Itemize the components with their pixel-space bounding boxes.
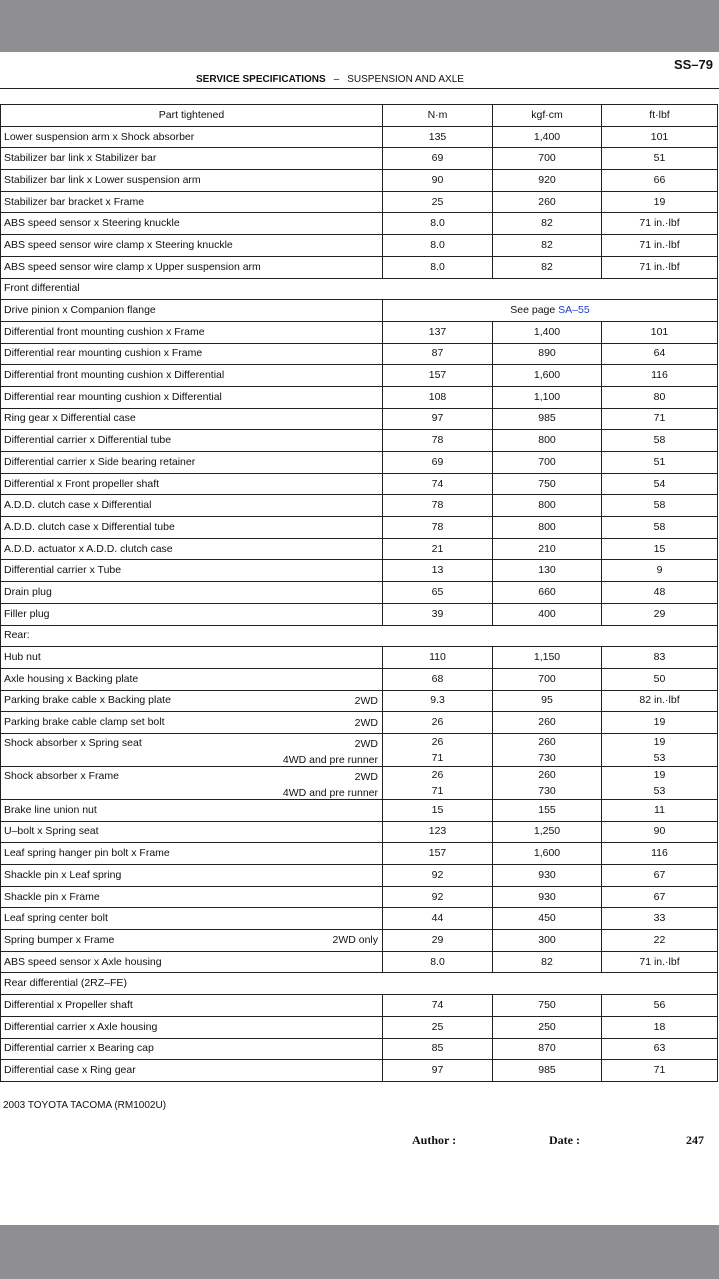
part-name: Differential carrier x Side bearing retainer [4, 455, 196, 468]
nm-value: 97 [383, 1060, 493, 1082]
nm-value-stack [386, 767, 489, 799]
ftlbf-value-1: 19 [653, 735, 666, 748]
ftlbf-value: 116 [602, 365, 718, 387]
ftlbf-value: 67 [602, 886, 718, 908]
section-heading-row [1, 973, 718, 995]
ftlbf-value: 101 [602, 126, 718, 148]
nm-value: 21 [383, 538, 493, 560]
part-cell [1, 603, 383, 625]
ftlbf-value: 90 [602, 821, 718, 843]
condition-label: 2WD [354, 716, 378, 729]
table-row [1, 473, 718, 495]
kgfcm-value: 260 [493, 712, 602, 734]
ftlbf-value: 83 [602, 647, 718, 669]
ftlbf-value: 48 [602, 582, 718, 604]
table-row [1, 603, 718, 625]
nm-value: 13 [383, 560, 493, 582]
part-cell [1, 821, 383, 843]
part-cell [1, 1038, 383, 1060]
table-row [1, 908, 718, 930]
part-cell [1, 170, 383, 192]
part-name: ABS speed sensor x Steering knuckle [4, 217, 180, 230]
ftlbf-value: 67 [602, 865, 718, 887]
table-row [1, 865, 718, 887]
see-page-cell [383, 300, 718, 322]
part-cell [1, 865, 383, 887]
kgfcm-value: 95 [493, 690, 602, 712]
kgfcm-value: 800 [493, 517, 602, 539]
ftlbf-value: 82 in.·lbf [602, 690, 718, 712]
nm-value-1: 26 [431, 735, 444, 748]
kgfcm-value: 1,150 [493, 647, 602, 669]
part-cell [1, 930, 383, 952]
nm-value [383, 733, 493, 766]
table-row [1, 647, 718, 669]
kgfcm-value-1: 260 [538, 735, 556, 748]
part-name: Leaf spring hanger pin bolt x Frame [4, 847, 170, 860]
part-cell [1, 300, 383, 322]
kgfcm-value: 260 [493, 191, 602, 213]
table-row [1, 995, 718, 1017]
ftlbf-value: 22 [602, 930, 718, 952]
table-row [1, 148, 718, 170]
part-name: Spring bumper x Frame [4, 933, 115, 946]
page-number: 247 [686, 1133, 704, 1147]
col-header-kgfcm: kgf·cm [493, 105, 602, 127]
kgfcm-value: 1,400 [493, 126, 602, 148]
condition-label-2: 4WD and pre runner [282, 786, 378, 799]
ftlbf-value: 101 [602, 321, 718, 343]
nm-value-2: 71 [431, 751, 444, 764]
ftlbf-value: 66 [602, 170, 718, 192]
table-row [1, 495, 718, 517]
header-rule [0, 88, 719, 89]
part-name: Lower suspension arm x Shock absorber [4, 130, 195, 143]
part-cell [1, 343, 383, 365]
nm-value: 26 [383, 712, 493, 734]
ftlbf-value: 29 [602, 603, 718, 625]
table-row [1, 191, 718, 213]
table-row [1, 951, 718, 973]
ftlbf-value: 9 [602, 560, 718, 582]
part-cell [1, 843, 383, 865]
part-cell [1, 495, 383, 517]
ftlbf-value: 58 [602, 517, 718, 539]
part-name: Drain plug [4, 585, 52, 598]
ftlbf-value-stack [605, 767, 714, 799]
kgfcm-value: 1,400 [493, 321, 602, 343]
part-cell [1, 690, 383, 712]
table-row [1, 452, 718, 474]
ftlbf-value: 50 [602, 668, 718, 690]
kgfcm-value: 985 [493, 1060, 602, 1082]
part-name: Differential carrier x Bearing cap [4, 1042, 154, 1055]
nm-value: 8.0 [383, 256, 493, 278]
section-heading-row [1, 278, 718, 300]
nm-value: 69 [383, 148, 493, 170]
col-header-nm: N·m [383, 105, 493, 127]
table-body [1, 126, 718, 1081]
part-name: Shock absorber x Spring seat [4, 736, 142, 749]
nm-value: 92 [383, 865, 493, 887]
nm-value: 78 [383, 430, 493, 452]
part-name: Differential rear mounting cushion x Differential [4, 390, 222, 403]
table-row [1, 821, 718, 843]
part-name: Differential carrier x Differential tube [4, 434, 172, 447]
ftlbf-value-2: 53 [653, 784, 666, 797]
kgfcm-value: 300 [493, 930, 602, 952]
part-cell [1, 365, 383, 387]
nm-value: 92 [383, 886, 493, 908]
part-cell [1, 191, 383, 213]
nm-value: 29 [383, 930, 493, 952]
part-name: Filler plug [4, 607, 50, 620]
nm-value: 8.0 [383, 951, 493, 973]
part-cell [1, 321, 383, 343]
part-name: Leaf spring center bolt [4, 912, 108, 925]
part-cell [1, 256, 383, 278]
condition-label-2: 4WD and pre runner [282, 753, 378, 766]
nm-value: 39 [383, 603, 493, 625]
kgfcm-value: 700 [493, 452, 602, 474]
kgfcm-value: 750 [493, 995, 602, 1017]
kgfcm-value: 1,600 [493, 365, 602, 387]
part-name: Differential x Front propeller shaft [4, 477, 160, 490]
kgfcm-value: 210 [493, 538, 602, 560]
nm-value: 157 [383, 843, 493, 865]
part-name: A.D.D. actuator x A.D.D. clutch case [4, 542, 173, 555]
part-cell [1, 213, 383, 235]
nm-value: 15 [383, 799, 493, 821]
section-heading-row [1, 625, 718, 647]
ftlbf-value: 63 [602, 1038, 718, 1060]
table-row [1, 766, 718, 799]
part-cell [1, 647, 383, 669]
torque-spec-table [0, 104, 718, 1082]
ftlbf-value: 51 [602, 452, 718, 474]
page-code: SS–79 [673, 57, 713, 72]
part-cell [1, 517, 383, 539]
nm-value: 78 [383, 495, 493, 517]
table-row [1, 213, 718, 235]
part-name: Hub nut [4, 651, 41, 664]
nm-value: 108 [383, 386, 493, 408]
ftlbf-value: 64 [602, 343, 718, 365]
section-subtitle: SUSPENSION AND AXLE [347, 74, 464, 85]
part-name: Shackle pin x Leaf spring [4, 868, 122, 881]
kgfcm-value: 82 [493, 951, 602, 973]
part-cell [1, 538, 383, 560]
nm-value: 65 [383, 582, 493, 604]
nm-value: 74 [383, 995, 493, 1017]
part-cell [1, 1016, 383, 1038]
part-name: Parking brake cable clamp set bolt [4, 716, 165, 729]
ftlbf-value: 33 [602, 908, 718, 930]
kgfcm-value: 985 [493, 408, 602, 430]
section-heading: Rear: [1, 625, 718, 647]
part-name: Brake line union nut [4, 803, 97, 816]
table-row [1, 668, 718, 690]
kgfcm-value: 82 [493, 235, 602, 257]
ftlbf-value: 71 [602, 1060, 718, 1082]
ftlbf-value-2: 53 [653, 751, 666, 764]
ftlbf-value: 56 [602, 995, 718, 1017]
part-cell [1, 148, 383, 170]
section-dash: – [333, 74, 340, 85]
col-header-part: Part tightened [1, 105, 383, 127]
kgfcm-value: 920 [493, 170, 602, 192]
part-name: Stabilizer bar bracket x Frame [4, 195, 145, 208]
see-page-text: See page [510, 304, 556, 317]
see-page-link[interactable]: SA–55 [558, 304, 590, 317]
vehicle-model: 2003 TOYOTA TACOMA (RM1002U) [3, 1100, 167, 1111]
nm-value: 97 [383, 408, 493, 430]
nm-value: 157 [383, 365, 493, 387]
ftlbf-value [602, 766, 718, 799]
nm-value: 87 [383, 343, 493, 365]
table-row [1, 886, 718, 908]
table-row [1, 430, 718, 452]
kgfcm-value: 890 [493, 343, 602, 365]
part-cell [1, 766, 383, 799]
nm-value-1: 26 [431, 768, 444, 781]
part-cell [1, 408, 383, 430]
kgfcm-value: 930 [493, 865, 602, 887]
part-name: Differential case x Ring gear [4, 1064, 136, 1077]
kgfcm-value: 700 [493, 148, 602, 170]
kgfcm-value: 1,250 [493, 821, 602, 843]
col-header-ftlbf: ft·lbf [602, 105, 718, 127]
part-name: Ring gear x Differential case [4, 412, 136, 425]
table-row [1, 321, 718, 343]
table-row [1, 690, 718, 712]
nm-value: 123 [383, 821, 493, 843]
condition [283, 769, 378, 801]
condition [283, 736, 378, 768]
table-header-row [1, 105, 718, 127]
nm-value: 8.0 [383, 235, 493, 257]
table-row [1, 1060, 718, 1082]
ftlbf-value: 71 [602, 408, 718, 430]
part-cell [1, 386, 383, 408]
table-row [1, 256, 718, 278]
table-row [1, 300, 718, 322]
kgfcm-value: 1,100 [493, 386, 602, 408]
table-row [1, 538, 718, 560]
kgfcm-value: 250 [493, 1016, 602, 1038]
kgfcm-value-stack [496, 767, 598, 799]
kgfcm-value-stack [496, 734, 598, 766]
table-row [1, 712, 718, 734]
ftlbf-value: 71 in.·lbf [602, 235, 718, 257]
ftlbf-value: 71 in.·lbf [602, 213, 718, 235]
nm-value-stack [386, 734, 489, 766]
part-name: Differential carrier x Tube [4, 564, 122, 577]
kgfcm-value [493, 733, 602, 766]
table-row [1, 517, 718, 539]
part-cell [1, 582, 383, 604]
kgfcm-value: 82 [493, 256, 602, 278]
section-heading: Front differential [1, 278, 718, 300]
nm-value: 110 [383, 647, 493, 669]
kgfcm-value: 400 [493, 603, 602, 625]
part-name: Differential front mounting cushion x Frame [4, 325, 205, 338]
date-label: Date : [549, 1133, 580, 1147]
kgfcm-value: 450 [493, 908, 602, 930]
ftlbf-value: 15 [602, 538, 718, 560]
section-heading: Rear differential (2RZ–FE) [1, 973, 718, 995]
part-cell [1, 995, 383, 1017]
part-cell [1, 733, 383, 766]
kgfcm-value: 155 [493, 799, 602, 821]
ftlbf-value: 80 [602, 386, 718, 408]
part-name: Differential x Propeller shaft [4, 998, 133, 1011]
nm-value: 25 [383, 1016, 493, 1038]
part-name: Axle housing x Backing plate [4, 672, 139, 685]
ftlbf-value-1: 19 [653, 768, 666, 781]
table-row [1, 235, 718, 257]
nm-value: 44 [383, 908, 493, 930]
table-row [1, 799, 718, 821]
nm-value: 135 [383, 126, 493, 148]
part-name: A.D.D. clutch case x Differential [4, 499, 152, 512]
condition [355, 715, 378, 731]
ftlbf-value: 71 in.·lbf [602, 951, 718, 973]
part-cell [1, 473, 383, 495]
condition-label: 2WD only [332, 934, 378, 947]
nm-value: 85 [383, 1038, 493, 1060]
part-cell [1, 430, 383, 452]
part-cell [1, 799, 383, 821]
section-title [196, 74, 464, 85]
table-row [1, 582, 718, 604]
nm-value: 137 [383, 321, 493, 343]
table-row [1, 843, 718, 865]
kgfcm-value: 930 [493, 886, 602, 908]
part-cell [1, 668, 383, 690]
condition-label: 2WD [354, 770, 378, 783]
ftlbf-value: 71 in.·lbf [602, 256, 718, 278]
ftlbf-value: 18 [602, 1016, 718, 1038]
table-row [1, 1038, 718, 1060]
table-row [1, 126, 718, 148]
ftlbf-value: 54 [602, 473, 718, 495]
part-cell [1, 951, 383, 973]
part-cell [1, 712, 383, 734]
part-name: U–bolt x Spring seat [4, 825, 99, 838]
table-row [1, 343, 718, 365]
part-cell [1, 886, 383, 908]
nm-value: 69 [383, 452, 493, 474]
kgfcm-value: 800 [493, 430, 602, 452]
table-row [1, 733, 718, 766]
section-main-title: SERVICE SPECIFICATIONS [196, 74, 326, 85]
nm-value: 25 [383, 191, 493, 213]
part-name: Shock absorber x Frame [4, 769, 119, 782]
nm-value-2: 71 [431, 784, 444, 797]
table-row [1, 930, 718, 952]
ftlbf-value: 58 [602, 430, 718, 452]
kgfcm-value [493, 766, 602, 799]
nm-value: 9.3 [383, 690, 493, 712]
kgfcm-value: 660 [493, 582, 602, 604]
table-row [1, 1016, 718, 1038]
kgfcm-value-2: 730 [538, 751, 556, 764]
kgfcm-value: 800 [493, 495, 602, 517]
ftlbf-value-stack [605, 734, 714, 766]
ftlbf-value: 19 [602, 191, 718, 213]
kgfcm-value: 82 [493, 213, 602, 235]
part-name: Stabilizer bar link x Lower suspension arm [4, 173, 201, 186]
part-name: Shackle pin x Frame [4, 890, 100, 903]
condition-label: 2WD [354, 694, 378, 707]
ftlbf-value: 116 [602, 843, 718, 865]
part-cell [1, 1060, 383, 1082]
part-name: Differential front mounting cushion x Differential [4, 369, 225, 382]
table-row [1, 560, 718, 582]
ftlbf-value: 19 [602, 712, 718, 734]
part-name: Drive pinion x Companion flange [4, 304, 156, 317]
author-label: Author : [412, 1133, 457, 1147]
part-name: Parking brake cable x Backing plate [4, 694, 171, 707]
part-name: ABS speed sensor wire clamp x Upper suspension arm [4, 260, 261, 273]
part-name: ABS speed sensor x Axle housing [4, 955, 162, 968]
part-name: Differential rear mounting cushion x Frame [4, 347, 203, 360]
kgfcm-value: 700 [493, 668, 602, 690]
ftlbf-value: 51 [602, 148, 718, 170]
condition [355, 693, 378, 709]
ftlbf-value: 11 [602, 799, 718, 821]
part-cell [1, 126, 383, 148]
table-row [1, 408, 718, 430]
nm-value: 90 [383, 170, 493, 192]
part-name: A.D.D. clutch case x Differential tube [4, 520, 175, 533]
condition-label: 2WD [354, 737, 378, 750]
table-row [1, 386, 718, 408]
kgfcm-value: 130 [493, 560, 602, 582]
ftlbf-value: 58 [602, 495, 718, 517]
part-cell [1, 235, 383, 257]
table-row [1, 365, 718, 387]
ftlbf-value [602, 733, 718, 766]
kgfcm-value: 870 [493, 1038, 602, 1060]
part-name: Stabilizer bar link x Stabilizer bar [4, 152, 157, 165]
kgfcm-value: 1,600 [493, 843, 602, 865]
part-name: Differential carrier x Axle housing [4, 1020, 158, 1033]
kgfcm-value: 750 [493, 473, 602, 495]
part-name: ABS speed sensor wire clamp x Steering knuckle [4, 238, 233, 251]
part-cell [1, 452, 383, 474]
part-cell [1, 908, 383, 930]
kgfcm-value-2: 730 [538, 784, 556, 797]
condition [332, 932, 378, 948]
table-row [1, 170, 718, 192]
nm-value: 74 [383, 473, 493, 495]
nm-value: 68 [383, 668, 493, 690]
kgfcm-value-1: 260 [538, 768, 556, 781]
nm-value [383, 766, 493, 799]
nm-value: 8.0 [383, 213, 493, 235]
part-cell [1, 560, 383, 582]
nm-value: 78 [383, 517, 493, 539]
